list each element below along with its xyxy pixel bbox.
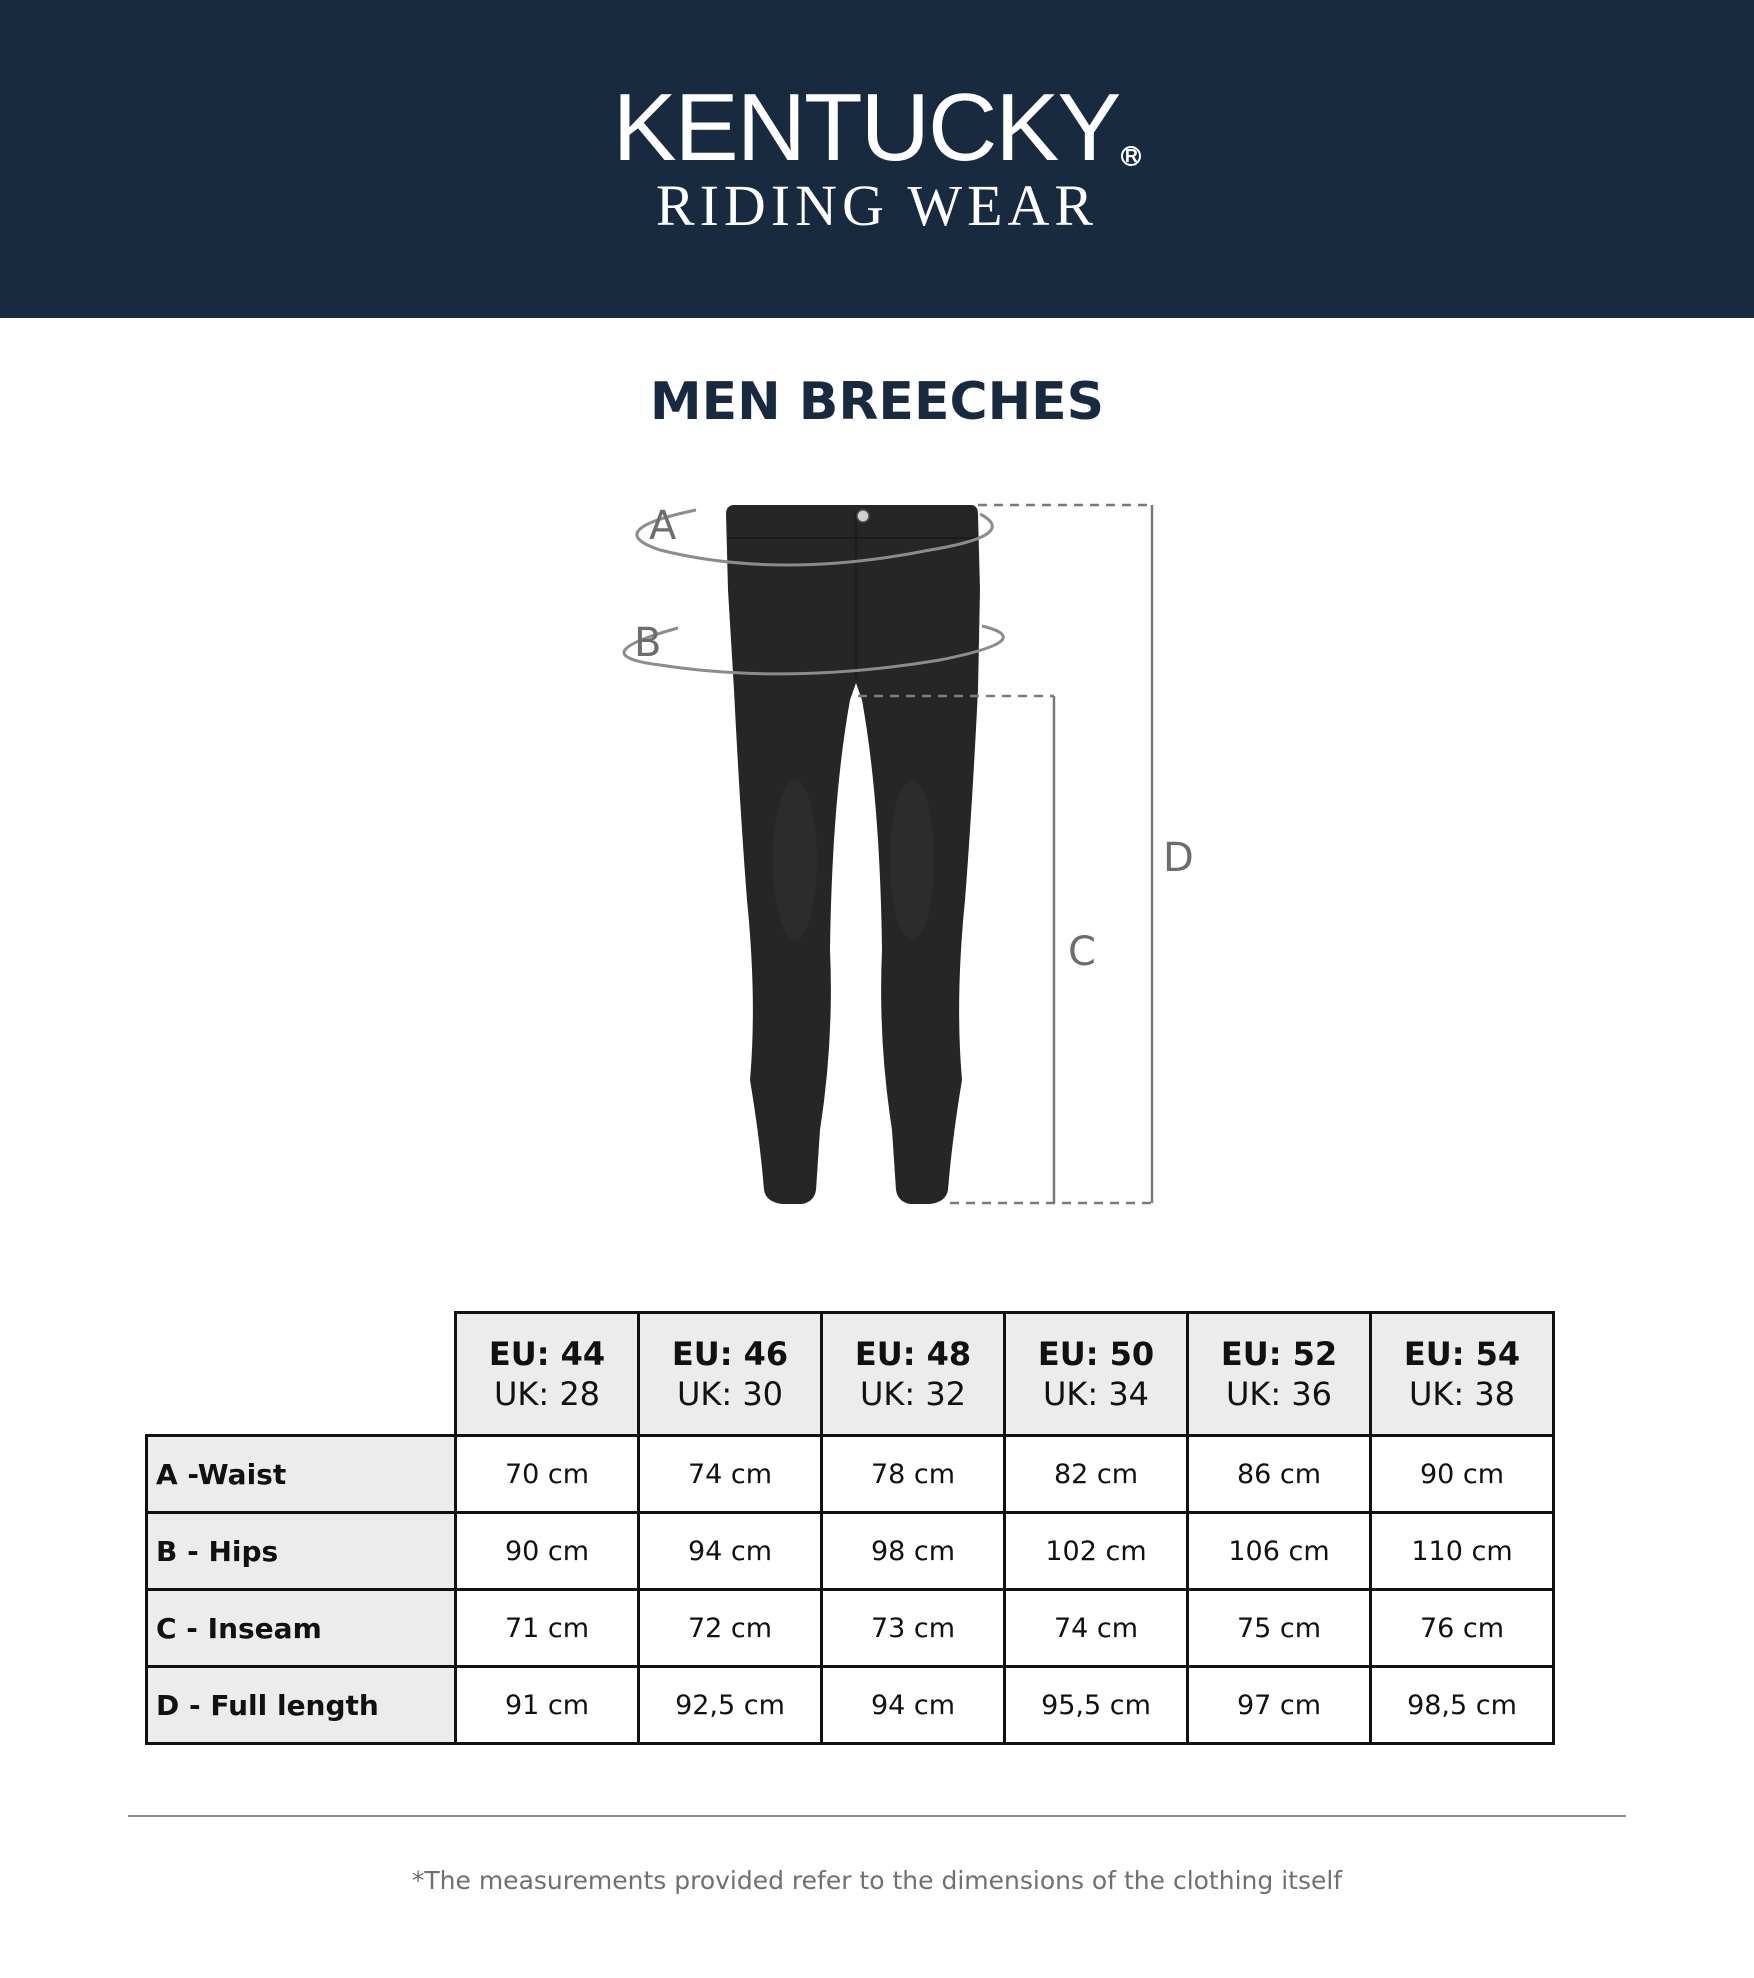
table-row: [147, 1436, 1554, 1513]
table-cell: 90 cm: [456, 1513, 639, 1590]
table-cell: 72 cm: [639, 1590, 822, 1667]
size-column-header: [1188, 1313, 1371, 1436]
table-row: [147, 1513, 1554, 1590]
dimension-label-b: B: [634, 620, 662, 666]
size-column-header: [456, 1313, 639, 1436]
uk-size: UK: 34: [1042, 1375, 1150, 1413]
uk-size: UK: 36: [1225, 1375, 1333, 1413]
row-label-hips: B - Hips: [147, 1513, 456, 1590]
footnote: *The measurements provided refer to the dimensions of the clothing itself: [411, 1866, 1343, 1895]
eu-size: EU: 54: [1403, 1335, 1521, 1373]
breeches-silhouette: [726, 505, 980, 1204]
size-column-header: [639, 1313, 822, 1436]
uk-size: UK: 28: [493, 1375, 601, 1413]
eu-size: EU: 46: [671, 1335, 789, 1373]
registered-mark-icon: R: [1121, 146, 1141, 166]
table-cell: 97 cm: [1188, 1667, 1371, 1744]
brand-subtitle: RIDING WEAR: [655, 173, 1099, 238]
table-row: [147, 1667, 1554, 1744]
dimension-label-c: C: [1068, 929, 1096, 975]
table-row: [147, 1590, 1554, 1667]
table-cell: 102 cm: [1005, 1513, 1188, 1590]
dimension-label-d: D: [1163, 835, 1194, 881]
table-cell: 73 cm: [822, 1590, 1005, 1667]
table-cell: 71 cm: [456, 1590, 639, 1667]
brand-logo: [0, 74, 1754, 181]
uk-size: UK: 30: [676, 1375, 784, 1413]
row-label-waist: A -Waist: [147, 1436, 456, 1513]
table-cell: 92,5 cm: [639, 1667, 822, 1744]
table-cell: 75 cm: [1188, 1590, 1371, 1667]
table-cell: 110 cm: [1371, 1513, 1554, 1590]
size-column-header: [822, 1313, 1005, 1436]
table-cell: 74 cm: [1005, 1590, 1188, 1667]
table-cell: 94 cm: [639, 1513, 822, 1590]
table-cell: 98,5 cm: [1371, 1667, 1554, 1744]
breeches-measurement-diagram: [600, 480, 1220, 1240]
size-column-header: [1005, 1313, 1188, 1436]
table-cell: 106 cm: [1188, 1513, 1371, 1590]
table-cell: 90 cm: [1371, 1436, 1554, 1513]
uk-size: UK: 32: [859, 1375, 967, 1413]
size-column-header: [1371, 1313, 1554, 1436]
breeches-illustration: [600, 480, 1220, 1240]
table-cell: 98 cm: [822, 1513, 1005, 1590]
table-cell: 82 cm: [1005, 1436, 1188, 1513]
table-cell: 76 cm: [1371, 1590, 1554, 1667]
table-cell: 74 cm: [639, 1436, 822, 1513]
eu-size: EU: 44: [488, 1335, 606, 1373]
brand-name: KENTUCKY: [612, 74, 1120, 181]
table-cell: 95,5 cm: [1005, 1667, 1188, 1744]
page-title: MEN BREECHES: [649, 372, 1105, 432]
table-cell: 94 cm: [822, 1667, 1005, 1744]
row-label-full-length: D - Full length: [147, 1667, 456, 1744]
table-cell: 78 cm: [822, 1436, 1005, 1513]
divider: [128, 1815, 1626, 1817]
brand-header: [0, 0, 1754, 318]
eu-size: EU: 48: [854, 1335, 972, 1373]
dimension-label-a: A: [649, 503, 677, 549]
table-corner-cell: [147, 1313, 456, 1436]
table-cell: 86 cm: [1188, 1436, 1371, 1513]
table-cell: 91 cm: [456, 1667, 639, 1744]
table-cell: 70 cm: [456, 1436, 639, 1513]
row-label-inseam: C - Inseam: [147, 1590, 456, 1667]
eu-size: EU: 50: [1037, 1335, 1155, 1373]
uk-size: UK: 38: [1408, 1375, 1516, 1413]
eu-size: EU: 52: [1220, 1335, 1338, 1373]
size-chart-table: [145, 1311, 1555, 1745]
button-icon: [857, 510, 869, 522]
table-header-row: [147, 1313, 1554, 1436]
